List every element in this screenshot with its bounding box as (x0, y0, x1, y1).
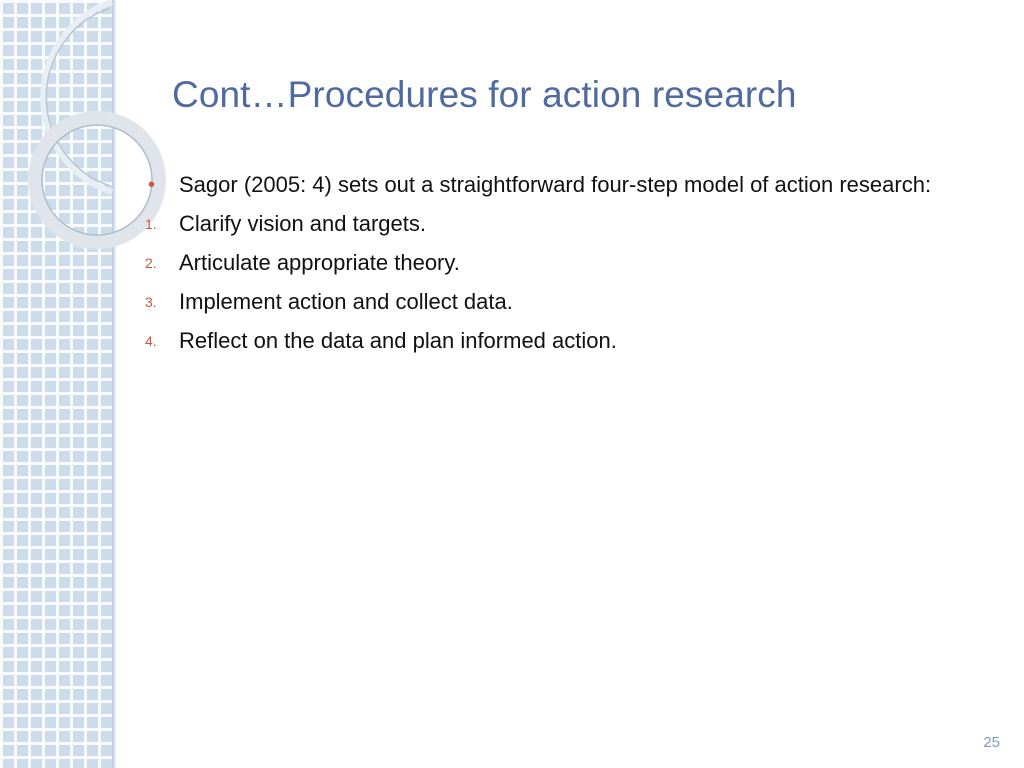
slide-number: 25 (983, 734, 1000, 751)
large-ring-shadow (46, 8, 110, 186)
step-number: 3. (145, 294, 157, 310)
step-number: 2. (145, 255, 157, 271)
list-item (145, 326, 975, 356)
slide-content (145, 170, 975, 356)
step-text: Clarify vision and targets. (179, 211, 426, 236)
intro-text: Sagor (2005: 4) sets out a straightforward four-step model of action research: (179, 172, 932, 197)
list-item (145, 287, 975, 317)
step-text: Articulate appropriate theory. (179, 250, 460, 275)
step-text: Reflect on the data and plan informed action. (179, 328, 617, 353)
slide-title: Cont…Procedures for action research (172, 74, 797, 115)
bullet-icon: • (148, 174, 156, 196)
list-item (145, 209, 975, 239)
large-ring-arc (43, 2, 112, 192)
step-number: 1. (145, 216, 157, 232)
step-text: Implement action and collect data. (179, 289, 513, 314)
step-number: 4. (145, 333, 157, 349)
list-item (145, 248, 975, 278)
list-item (145, 170, 975, 200)
